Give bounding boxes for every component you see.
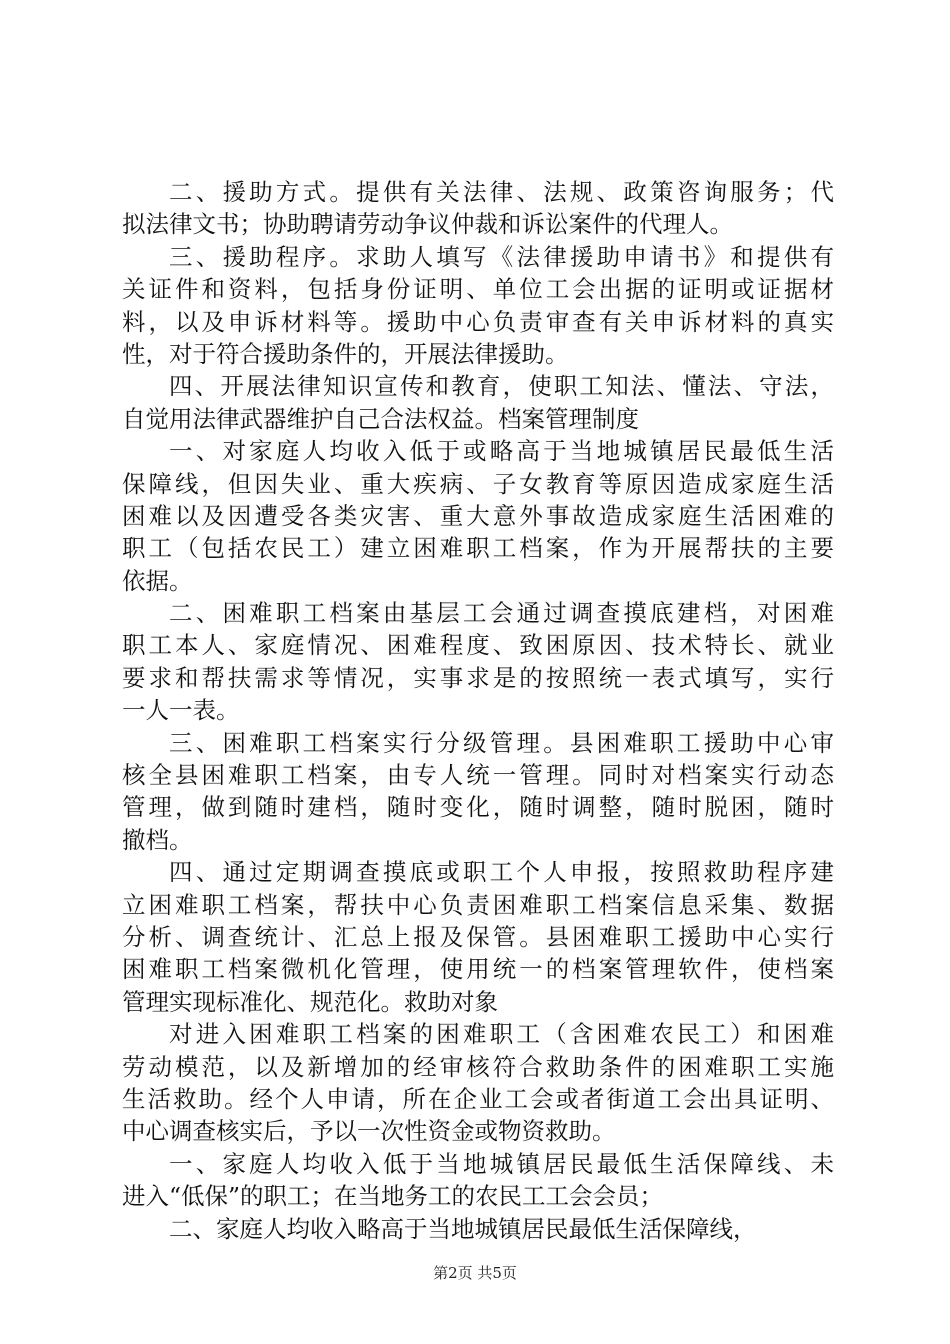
text-line: 立困难职工档案，帮扶中心负责困难职工档案信息采集、数据 xyxy=(122,890,834,919)
paragraph xyxy=(122,727,834,857)
text-line: 四、通过定期调查摸底或职工个人申报，按照救助程序建 xyxy=(169,858,834,887)
page-footer: 第2页 共5页 xyxy=(433,1264,517,1282)
paragraph xyxy=(122,176,834,241)
paragraph xyxy=(122,1018,834,1148)
paragraph xyxy=(122,1213,834,1245)
text-line: 一、家庭人均收入低于当地城镇居民最低生活保障线、未 xyxy=(169,1149,834,1178)
text-line: 三、困难职工档案实行分级管理。县困难职工援助中心审 xyxy=(169,728,834,757)
paragraph xyxy=(122,241,834,371)
text-line: 核全县困难职工档案，由专人统一管理。同时对档案实行动态 xyxy=(122,761,834,790)
text-line: 管理，做到随时建档，随时变化，随时调整，随时脱困，随时 xyxy=(122,793,834,822)
document-body xyxy=(122,176,834,1245)
paragraph xyxy=(122,435,834,597)
text-line: 二、困难职工档案由基层工会通过调查摸底建档，对困难 xyxy=(169,599,834,628)
text-line: 管理实现标准化、规范化。救助对象 xyxy=(122,987,498,1016)
text-line: 要求和帮扶需求等情况，实事求是的按照统一表式填写，实行 xyxy=(122,663,834,692)
text-line: 职工（包括农民工）建立困难职工档案，作为开展帮扶的主要 xyxy=(122,534,834,563)
text-line: 生活救助。经个人申请，所在企业工会或者街道工会出具证明、 xyxy=(122,1084,834,1113)
text-line: 性，对于符合援助条件的，开展法律援助。 xyxy=(122,339,569,368)
text-line: 四、开展法律知识宣传和教育，使职工知法、懂法、守法， xyxy=(169,372,834,401)
text-line: 三、援助程序。求助人填写《法律援助申请书》和提供有 xyxy=(169,242,834,271)
text-line: 一人一表。 xyxy=(122,696,240,725)
paragraph xyxy=(122,597,834,727)
text-line: 撤档。 xyxy=(122,825,193,854)
text-line: 分析、调查统计、汇总上报及保管。县困难职工援助中心实行 xyxy=(122,922,834,951)
text-line: 拟法律文书；协助聘请劳动争议仲裁和诉讼案件的代理人。 xyxy=(122,210,733,239)
text-line: 二、家庭人均收入略高于当地城镇居民最低生活保障线， xyxy=(169,1214,757,1243)
text-line: 保障线，但因失业、重大疾病、子女教育等原因造成家庭生活 xyxy=(122,469,834,498)
text-line: 二、援助方式。提供有关法律、法规、政策咨询服务；代 xyxy=(169,178,834,206)
text-line: 困难职工档案微机化管理，使用统一的档案管理软件，使档案 xyxy=(122,955,834,984)
text-line: 自觉用法律武器维护自己合法权益。档案管理制度 xyxy=(122,404,639,433)
text-line: 困难以及因遭受各类灾害、重大意外事故造成家庭生活困难的 xyxy=(122,501,834,530)
text-line: 职工本人、家庭情况、困难程度、致困原因、技术特长、就业 xyxy=(122,631,834,660)
text-line: 劳动模范，以及新增加的经审核符合救助条件的困难职工实施 xyxy=(122,1052,834,1081)
text-line: 料，以及申诉材料等。援助中心负责审查有关申诉材料的真实 xyxy=(122,307,834,336)
text-line: 对进入困难职工档案的困难职工（含困难农民工）和困难 xyxy=(169,1020,834,1049)
text-line: 关证件和资料，包括身份证明、单位工会出据的证明或证据材 xyxy=(122,275,834,304)
text-line: 进入“低保”的职工；在当地务工的农民工工会会员； xyxy=(122,1182,664,1211)
paragraph xyxy=(122,370,834,435)
text-line: 一、对家庭人均收入低于或略高于当地城镇居民最低生活 xyxy=(169,437,834,466)
paragraph xyxy=(122,1148,834,1213)
text-line: 中心调查核实后，予以一次性资金或物资救助。 xyxy=(122,1117,616,1146)
paragraph xyxy=(122,856,834,1018)
text-line: 依据。 xyxy=(122,566,193,595)
